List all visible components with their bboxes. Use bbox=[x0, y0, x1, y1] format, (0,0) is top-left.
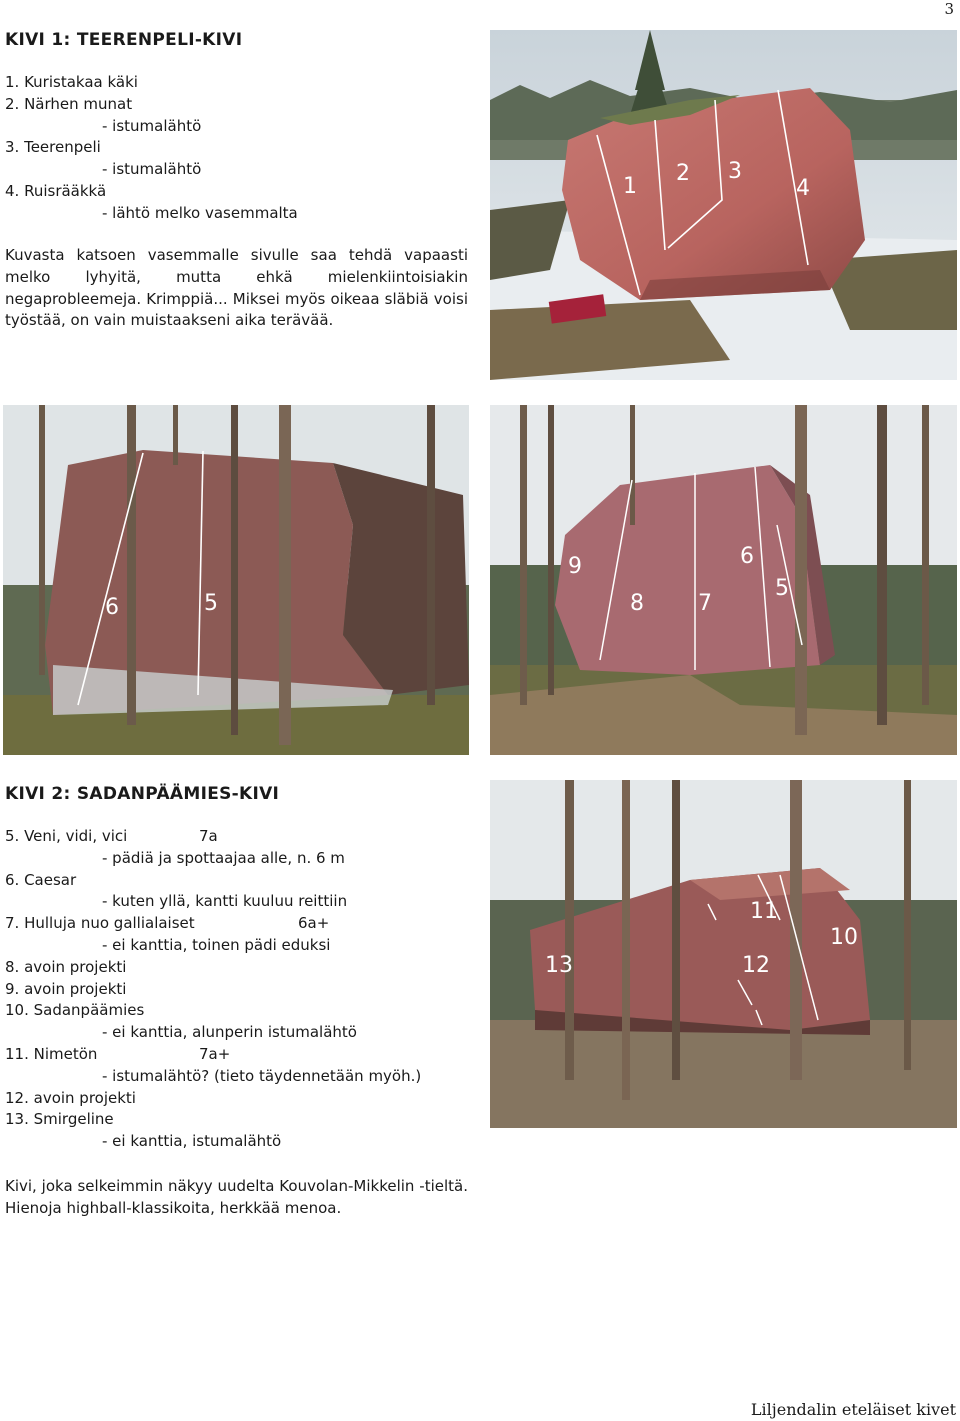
route-name: 1. Kuristakaa käki bbox=[5, 73, 138, 91]
photo-teerenpeli-boulder bbox=[490, 30, 957, 380]
kivi1-description: Kuvasta katsoen vasemmalle sivulle saa tehdä vapaasti melko lyhyitä, mutta ehkä mielenkiintoisiakin negaprobleemeja. Krimppiä... Miksei myös oikeaa släbiä voisi työstää, on vain muistaakseni aika terävää. bbox=[5, 246, 468, 330]
route-item bbox=[5, 94, 475, 116]
route-item bbox=[5, 137, 475, 159]
route-name: 12. avoin projekti bbox=[5, 1088, 136, 1107]
route-label: 5 bbox=[204, 591, 218, 616]
route-note-text: - istumalähtö bbox=[102, 116, 202, 135]
route-note bbox=[5, 891, 475, 913]
route-label: 11 bbox=[750, 899, 778, 924]
route-name: 9. avoin projekti bbox=[5, 979, 127, 998]
route-note-text: - pädiä ja spottaajaa alle, n. 6 m bbox=[102, 848, 345, 867]
route-label: 6 bbox=[105, 595, 119, 620]
route-item bbox=[5, 913, 475, 935]
route-item bbox=[5, 72, 475, 94]
route-note bbox=[5, 1022, 475, 1044]
photo-sadanpaamies-side bbox=[490, 405, 957, 755]
route-name: 7. Hulluja nuo gallialaiset bbox=[5, 914, 195, 933]
footer-title: Liljendalin eteläiset kivet bbox=[750, 1400, 956, 1419]
route-grade: 7a bbox=[199, 827, 218, 845]
route-label: 13 bbox=[545, 953, 573, 978]
route-note bbox=[5, 159, 475, 181]
route-note-text: - istumalähtö? (tieto täydennetään myöh.) bbox=[102, 1066, 422, 1085]
route-item bbox=[5, 957, 475, 979]
kivi2-description: Kivi, joka selkeimmin näkyy uudelta Kouvolan-Mikkelin -tieltä. Hienoja highball-klassikoita, herkkää menoa. bbox=[5, 1177, 468, 1217]
route-label: 6 bbox=[740, 544, 754, 569]
page-number: 3 bbox=[944, 0, 954, 18]
route-note-text: - ei kanttia, istumalähtö bbox=[102, 1132, 282, 1151]
route-item bbox=[5, 181, 475, 203]
kivi2-heading: KIVI 2: SADANPÄÄMIES-KIVI bbox=[5, 784, 280, 804]
route-label: 4 bbox=[796, 176, 810, 201]
route-label: 9 bbox=[568, 554, 582, 579]
route-item bbox=[5, 826, 475, 848]
kivi1-heading: KIVI 1: TEERENPELI-KIVI bbox=[5, 30, 243, 50]
route-note-text: - lähtö melko vasemmalta bbox=[102, 203, 298, 222]
route-note bbox=[5, 935, 475, 957]
kivi2-route-list bbox=[5, 826, 475, 1153]
route-name: 11. Nimetön bbox=[5, 1044, 98, 1063]
route-label: 1 bbox=[623, 174, 637, 199]
route-grade: 7a+ bbox=[199, 1044, 231, 1063]
route-item bbox=[5, 1109, 475, 1131]
route-note bbox=[5, 1131, 475, 1153]
route-name: 13. Smirgeline bbox=[5, 1110, 114, 1129]
route-label: 3 bbox=[728, 159, 742, 184]
route-name: 8. avoin projekti bbox=[5, 957, 127, 976]
route-name: 10. Sadanpäämies bbox=[5, 1001, 145, 1020]
route-item bbox=[5, 1000, 475, 1022]
route-name: 6. Caesar bbox=[5, 870, 77, 889]
route-name: 4. Ruisrääkkä bbox=[5, 181, 107, 200]
route-note bbox=[5, 1066, 475, 1088]
kivi1-route-list bbox=[5, 72, 475, 225]
route-label: 12 bbox=[742, 953, 770, 978]
route-note-text: - istumalähtö bbox=[102, 160, 202, 179]
route-note bbox=[5, 116, 475, 138]
route-item bbox=[5, 1044, 475, 1066]
photo-sadanpaamies-front bbox=[3, 405, 469, 755]
route-label: 5 bbox=[775, 576, 789, 601]
route-grade: 6a+ bbox=[298, 914, 330, 933]
route-name: 2. Närhen munat bbox=[5, 94, 133, 113]
route-label: 10 bbox=[830, 925, 858, 950]
route-note bbox=[5, 848, 475, 870]
route-note-text: - kuten yllä, kantti kuuluu reittiin bbox=[102, 892, 348, 911]
route-name: 5. Veni, vidi, vici bbox=[5, 827, 128, 845]
route-label: 7 bbox=[698, 591, 712, 616]
route-item bbox=[5, 1088, 475, 1110]
route-note-text: - ei kanttia, alunperin istumalähtö bbox=[102, 1023, 357, 1042]
route-note bbox=[5, 203, 475, 225]
route-note-text: - ei kanttia, toinen pädi eduksi bbox=[102, 935, 331, 954]
route-item bbox=[5, 870, 475, 892]
route-name: 3. Teerenpeli bbox=[5, 138, 101, 157]
photo-sadanpaamies-back bbox=[490, 780, 957, 1128]
route-label: 8 bbox=[630, 591, 644, 616]
route-label: 2 bbox=[676, 161, 690, 186]
route-item bbox=[5, 979, 475, 1001]
